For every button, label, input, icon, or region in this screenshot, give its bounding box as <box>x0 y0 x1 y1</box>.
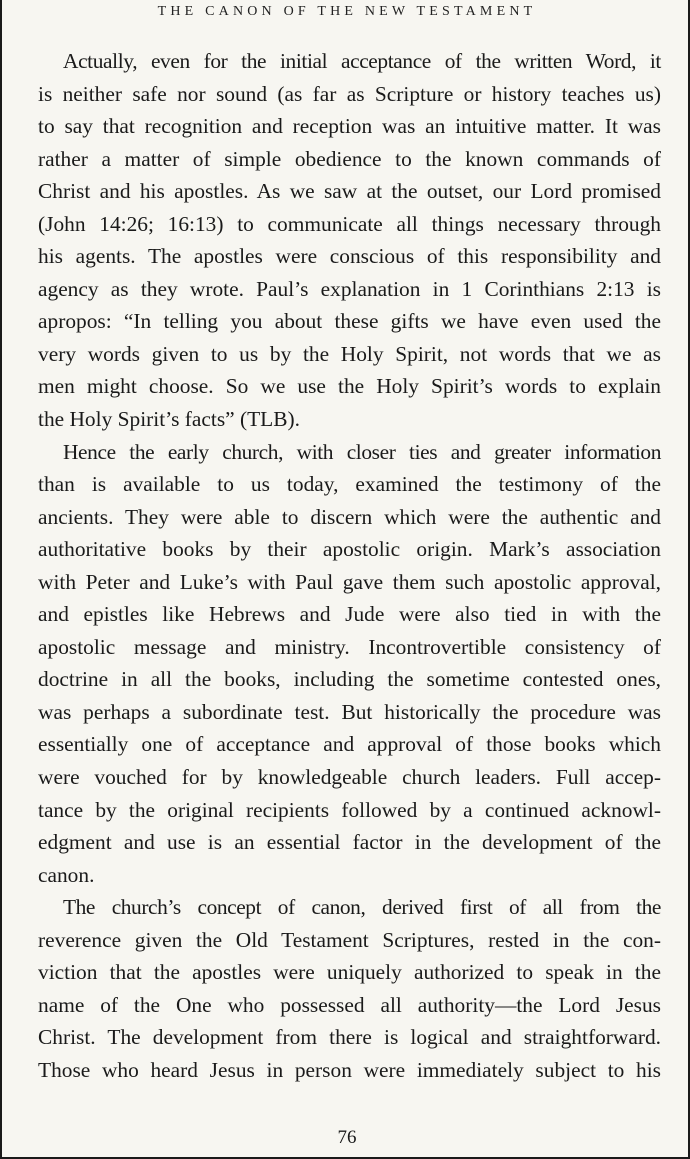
text-line: reverence given the Old Testament Scriptures, rested in the con- <box>38 927 661 952</box>
text-line: with Peter and Luke’s with Paul gave them such apostolic approval, <box>38 569 661 594</box>
text-line: authoritative books by their apostolic origin. Mark’s association <box>38 537 661 562</box>
page-number: 76 <box>337 1127 357 1148</box>
text-line: men might choose. So we use the Holy Spirit’s words to explain <box>38 374 661 399</box>
text-line: agency as they wrote. Paul’s explanation in 1 Corinthians 2:13 is <box>38 276 661 301</box>
text-line: rather a matter of simple obedience to the known commands of <box>38 146 661 171</box>
paragraph-3 <box>38 891 661 1086</box>
text-line: the Holy Spirit’s facts” (TLB). <box>38 407 300 432</box>
paragraph-2 <box>38 436 661 892</box>
body-text <box>38 45 661 1087</box>
text-line: essentially one of acceptance and approval of those books which <box>38 732 661 757</box>
text-line: tance by the original recipients followed by a continued acknowl- <box>38 797 661 822</box>
text-line: is neither safe nor sound (as far as Scripture or history teaches us) <box>38 81 661 106</box>
text-line: (John 14:26; 16:13) to communicate all things necessary through <box>38 211 661 236</box>
text-line: name of the One who possessed all authority—the Lord Jesus <box>38 992 661 1017</box>
text-line: ancients. They were able to discern which were the authentic and <box>38 504 661 529</box>
text-line: were vouched for by knowledgeable church leaders. Full accep- <box>38 765 661 790</box>
text-line: his agents. The apostles were conscious of this responsibility and <box>38 244 661 269</box>
text-line: apropos: “In telling you about these gifts we have even used the <box>38 309 661 334</box>
text-line: and epistles like Hebrews and Jude were also tied in with the <box>38 602 661 627</box>
text-line: was perhaps a subordinate test. But historically the procedure was <box>38 699 661 724</box>
paragraph-1 <box>38 45 661 436</box>
running-head: THE CANON OF THE NEW TESTAMENT <box>157 4 537 19</box>
text-line: than is available to us today, examined the testimony of the <box>38 472 661 497</box>
text-line: doctrine in all the books, including the sometime contested ones, <box>38 667 661 692</box>
text-line: Those who heard Jesus in person were immediately subject to his <box>38 1057 661 1082</box>
text-line: very words given to us by the Holy Spirit, not words that we as <box>38 341 661 366</box>
text-line: viction that the apostles were uniquely authorized to speak in the <box>38 960 661 985</box>
text-line: The church’s concept of canon, derived first of all from the <box>63 895 661 920</box>
text-line: Hence the early church, with closer ties and greater information <box>63 439 661 464</box>
text-line: Christ. The development from there is logical and straightforward. <box>38 1025 661 1050</box>
text-line: to say that recognition and reception was an intuitive matter. It was <box>38 114 661 139</box>
text-line: canon. <box>38 862 95 887</box>
text-line: Christ and his apostles. As we saw at the outset, our Lord promised <box>38 179 661 204</box>
text-line: Actually, even for the initial acceptance of the written Word, it <box>63 49 661 73</box>
text-line: apostolic message and ministry. Incontrovertible consistency of <box>38 634 661 659</box>
text-line: edgment and use is an essential factor in the development of the <box>38 830 661 855</box>
